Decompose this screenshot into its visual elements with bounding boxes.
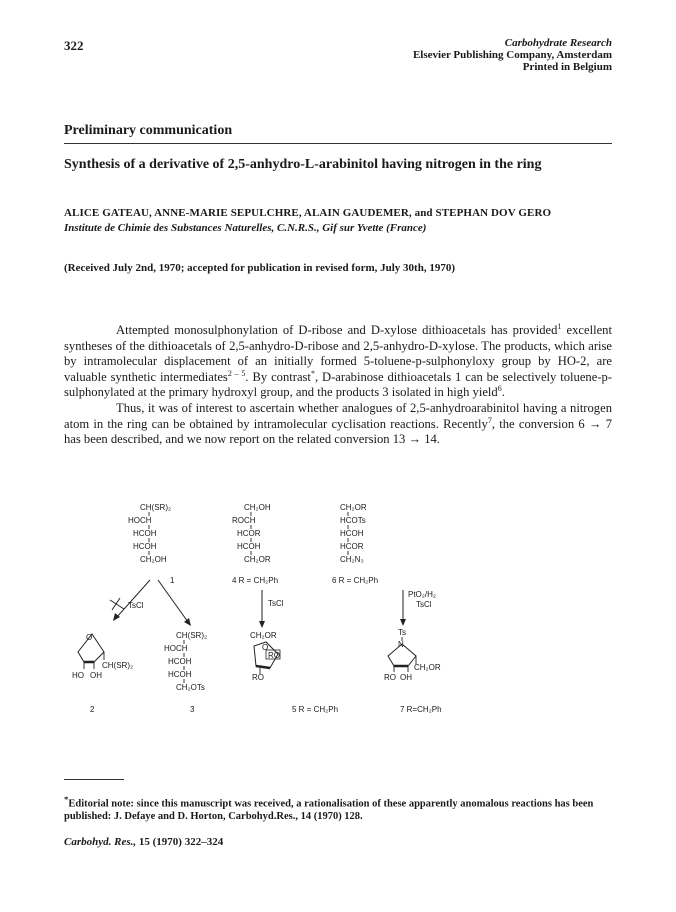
arrow-4-to-5 [259, 590, 284, 628]
ring2-substituent: CH(SR)₂ [102, 661, 134, 670]
compound-7-ring [384, 628, 441, 682]
affiliation: Institute de Chimie des Substances Naturelles, C.N.R.S., Gif sur Yvette (France) [64, 222, 427, 234]
p2-text-a: Thus, it was of interest to ascertain whether analogues of 2,5-anhydroarabinitol having a nitrogen atom in the ring can be obtained by intramolecular cyclisation reactions. Recently [64, 400, 612, 431]
c6-row: HCOR [340, 542, 364, 551]
ring-oxygen: O [262, 643, 269, 652]
reagent-pto2-h2: PtO₂/H₂ [408, 590, 436, 599]
reagent-tscl: TsCl [128, 601, 144, 610]
c3-row: HOCH [164, 644, 188, 653]
article-title: Synthesis of a derivative of 2,5-anhydro-L-arabinitol having nitrogen in the ring [64, 157, 542, 172]
label-compound-6: 6 R = CH₂Ph [332, 576, 379, 585]
compound-6-fischer [340, 503, 367, 564]
publisher-line: Elsevier Publishing Company, Amsterdam [412, 49, 612, 61]
ring5-ro: RO [252, 673, 264, 682]
page-number: 322 [64, 38, 84, 53]
citation-volume: 15 (1970) 322–324 [136, 836, 224, 848]
ring-nitrogen: N [398, 640, 404, 649]
compound-2-ring [72, 633, 133, 680]
ring7-ro: RO [384, 673, 396, 682]
ring2-oh: OH [90, 671, 102, 680]
compound-1-fischer [128, 503, 171, 564]
ref-sup: 1 [557, 321, 562, 331]
section-label: Preliminary communication [64, 123, 233, 138]
c3-row: HCOH [168, 670, 192, 679]
ring7-ts: Ts [398, 628, 406, 637]
arrows-from-1 [110, 580, 191, 626]
reagent-tscl: TsCl [268, 599, 284, 608]
ref-sup: 7 [487, 415, 492, 425]
c1-row: CH₂OH [140, 555, 167, 564]
c4-row: ROCH [232, 516, 256, 525]
c3-row: CH₂OTs [176, 683, 205, 692]
c4-row: HCOR [237, 529, 261, 538]
ring-oxygen: O [86, 633, 93, 642]
label-compound-2: 2 [90, 705, 95, 714]
c1-row: HOCH [128, 516, 152, 525]
c3-row: CH(SR)₂ [176, 631, 208, 640]
footnote-text: Editorial note: since this manuscript was received, a rationalisation of these apparently anomalous reactions has been published: J. Defaye and D. Horton, Carbohyd.Res., 14 (1970) 128. [64, 798, 594, 822]
c1-row: CH(SR)₂ [140, 503, 172, 512]
c1-row: HCOH [133, 542, 157, 551]
page-citation [64, 836, 223, 848]
ring7-substituent: CH₂OR [414, 663, 441, 672]
received-dates: (Received July 2nd, 1970; accepted for publication in revised form, July 30th, 1970) [64, 262, 455, 274]
c4-row: CH₂OR [244, 555, 271, 564]
c4-row: CH₂OH [244, 503, 271, 512]
label-compound-4: 4 R = CH₂Ph [232, 576, 279, 585]
ring7-oh: OH [400, 673, 412, 682]
c6-row: HCOTs [340, 516, 366, 525]
footnote-star: * [64, 794, 69, 804]
p1-text-d: , D-arabinose dithioacetals 1 can be selectively toluene-p-sulphonylated at the primary hydroxyl group, and the products 3 isolated in high yield [64, 369, 613, 400]
ref-sup: 6 [497, 384, 502, 394]
label-compound-3: 3 [190, 705, 195, 714]
c6-row: CH₂OR [340, 503, 367, 512]
author-list: ALICE GATEAU, ANNE-MARIE SEPULCHRE, ALAIN GAUDEMER, and STEPHAN DOV GERO [64, 207, 552, 219]
label-compound-7: 7 R=CH₂Ph [400, 705, 442, 714]
compound-4-fischer [232, 503, 271, 564]
footnote [64, 793, 624, 824]
c4-row: HCOH [237, 542, 261, 551]
c6-row: HCOH [340, 529, 364, 538]
label-compound-1: 1 [170, 576, 175, 585]
arrow-6-to-7 [400, 590, 436, 626]
footnote-rule [64, 779, 124, 780]
footnote-marker: * [310, 368, 315, 378]
compound-3-fischer [164, 631, 207, 692]
ring5-top: CH₂OR [250, 631, 277, 640]
c3-row: HCOH [168, 657, 192, 666]
citation-journal: Carbohyd. Res., [64, 836, 137, 848]
p1-text-b: excellent syntheses of the dithioacetals of 2,5-anhydro-D-ribose and 2,5-anhydro-D-xylose. The products, which arise by intramolecular displacement of an initially formed 5-toluene-p-sulphonyloxy group by HO-2, are valuable synthetic intermediates [64, 323, 612, 384]
label-compound-5: 5 R = CH₂Ph [292, 705, 339, 714]
ring5-bridge-ro: RO [268, 651, 280, 660]
ref-sup: 2 – 5 [227, 368, 246, 378]
c1-row: HCOH [133, 529, 157, 538]
p1-text-c: . By contrast [245, 369, 311, 384]
ring2-ho: HO [72, 671, 84, 680]
journal-name: Carbohydrate Research [504, 37, 612, 49]
p1-text-a: Attempted monosulphonylation of D-ribose and D-xylose dithioacetals has provided [116, 323, 558, 337]
compound-5-ring [250, 631, 280, 682]
c6-row: CH₂N₃ [340, 555, 364, 564]
p1-text-e: . [501, 385, 505, 400]
reagent-tscl: TsCl [416, 600, 432, 609]
printed-line: Printed in Belgium [522, 61, 612, 73]
p2-text-b: , the conversion 6 → 7 has been described, and we now report on the related conversion 13 → 14. [64, 416, 612, 447]
